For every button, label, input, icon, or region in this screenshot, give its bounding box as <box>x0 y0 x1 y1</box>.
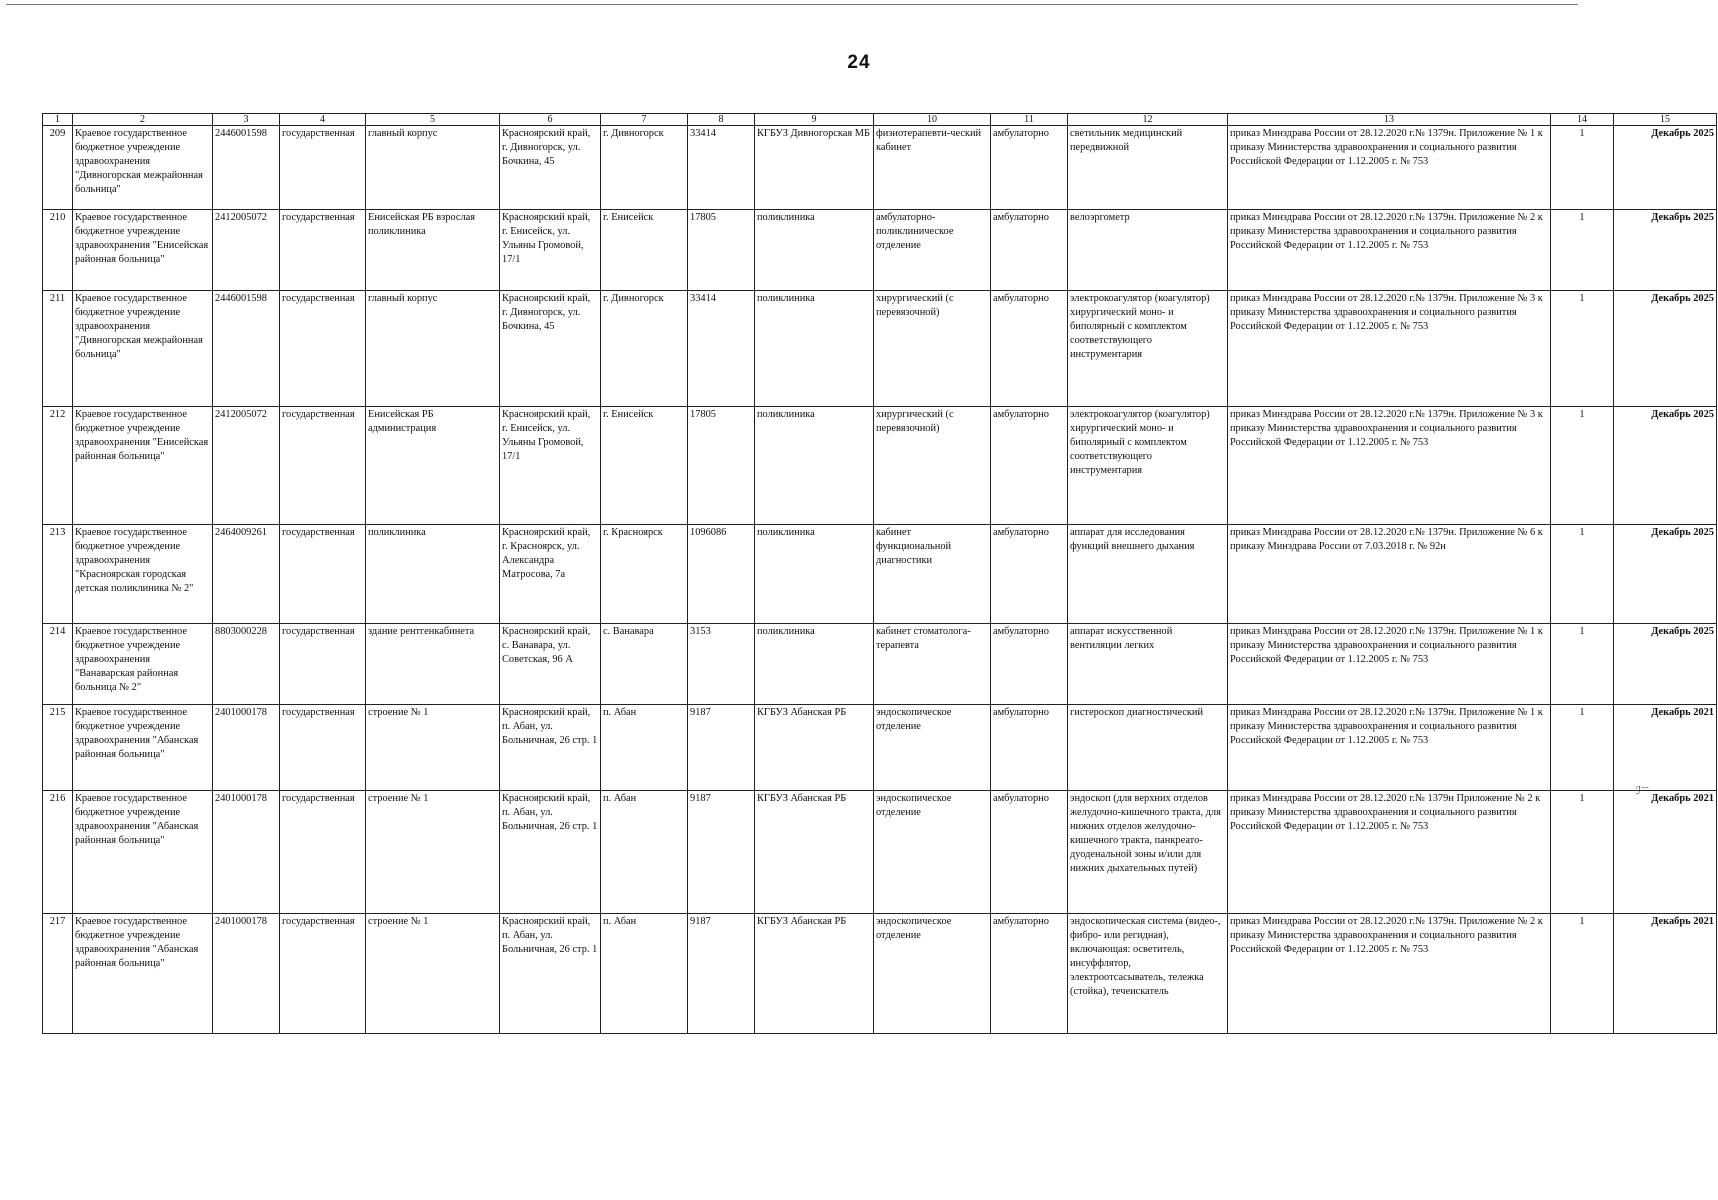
table-cell-col-3: 2401000178 <box>213 791 280 914</box>
table-row <box>43 791 1717 914</box>
table-cell-col-7: п. Абан <box>601 705 688 791</box>
table-cell-col-8: 33414 <box>688 291 755 407</box>
table-cell-col-8: 9187 <box>688 705 755 791</box>
table-cell-col-2: Краевое государственное бюджетное учреждение здравоохранения "Абанская районная больница" <box>73 791 213 914</box>
table-cell-col-4: государственная <box>280 210 366 291</box>
table-cell-col-5: Енисейская РБ взрослая поликлиника <box>366 210 500 291</box>
column-header-7: 7 <box>601 114 688 126</box>
table-cell-col-9: поликлиника <box>755 210 874 291</box>
table-row <box>43 210 1717 291</box>
table-cell-col-7: г. Красноярск <box>601 525 688 624</box>
table-cell-col-15: Декабрь 2025 <box>1614 624 1717 705</box>
table-cell-col-2: Краевое государственное бюджетное учреждение здравоохранения "Ванаварская районная больница № 2" <box>73 624 213 705</box>
table-cell-col-13: приказ Минздрава России от 28.12.2020 г.№ 1379н. Приложение № 1 к приказу Министерства здравоохранения и социального развития Российской Федерации от 1.12.2005 г. № 753 <box>1228 624 1551 705</box>
table-cell-col-12: эндоскоп (для верхних отделов желудочно-кишечного тракта, для нижних отделов желудочно-кишечного тракта, панкреато-дуоденальной зоны и/или для нижних дыхательных путей) <box>1068 791 1228 914</box>
table-cell-col-9: поликлиника <box>755 624 874 705</box>
table-cell-col-14: 1 <box>1551 126 1614 210</box>
table-cell-col-10: эндоскопическое отделение <box>874 914 991 1034</box>
table-cell-col-9: поликлиника <box>755 291 874 407</box>
table-cell-col-11: амбулаторно <box>991 791 1068 914</box>
table-row <box>43 291 1717 407</box>
page-number: 24 <box>847 52 871 73</box>
table-cell-col-15: Декабрь 2025 <box>1614 210 1717 291</box>
table-cell-col-10: эндоскопическое отделение <box>874 791 991 914</box>
table-cell-col-13: приказ Минздрава России от 28.12.2020 г.№ 1379н Приложение № 2 к приказу Министерства здравоохранения и социального развития Российской Федерации от 1.12.2005 г. № 753 <box>1228 791 1551 914</box>
table-cell-col-11: амбулаторно <box>991 525 1068 624</box>
table-cell-col-14: 1 <box>1551 291 1614 407</box>
table-cell-col-12: аппарат искусственной вентиляции легких <box>1068 624 1228 705</box>
table-cell-col-12: эндоскопическая система (видео-, фибро- или регидная), включающая: осветитель, инсуффлятор, электроотсасыватель, тележка (стойка), течеискатель <box>1068 914 1228 1034</box>
table-cell-col-9: поликлиника <box>755 525 874 624</box>
table-cell-col-2: Краевое государственное бюджетное учреждение здравоохранения "Абанская районная больница" <box>73 705 213 791</box>
table-cell-col-7: г. Енисейск <box>601 210 688 291</box>
table-cell-col-7: п. Абан <box>601 914 688 1034</box>
column-header-3: 3 <box>213 114 280 126</box>
table-cell-col-3: 2401000178 <box>213 705 280 791</box>
table-cell-col-13: приказ Минздрава России от 28.12.2020 г.№ 1379н. Приложение № 6 к приказу Минздрава России от 7.03.2018 г. № 92н <box>1228 525 1551 624</box>
table-cell-col-13: приказ Минздрава России от 28.12.2020 г.№ 1379н. Приложение № 3 к приказу Министерства здравоохранения и социального развития Российской Федерации от 1.12.2005 г. № 753 <box>1228 291 1551 407</box>
table-cell-col-1: 210 <box>43 210 73 291</box>
table-cell-col-1: 213 <box>43 525 73 624</box>
table-row <box>43 705 1717 791</box>
header-row <box>43 114 1717 126</box>
table-cell-col-8: 17805 <box>688 210 755 291</box>
table-cell-col-14: 1 <box>1551 705 1614 791</box>
table-cell-col-12: велоэргометр <box>1068 210 1228 291</box>
column-header-5: 5 <box>366 114 500 126</box>
table-cell-col-4: государственная <box>280 407 366 525</box>
table-cell-col-10: кабинет стоматолога-терапевта <box>874 624 991 705</box>
table-cell-col-5: строение № 1 <box>366 791 500 914</box>
table-cell-col-2: Краевое государственное бюджетное учреждение здравоохранения "Дивногорская межрайонная больница" <box>73 291 213 407</box>
table-cell-col-11: амбулаторно <box>991 126 1068 210</box>
table-cell-col-8: 9187 <box>688 914 755 1034</box>
table-header <box>43 114 1717 126</box>
table-cell-col-15: Декабрь 2021 <box>1614 791 1717 914</box>
table-cell-col-1: 211 <box>43 291 73 407</box>
table-cell-col-5: здание рентгенкабинета <box>366 624 500 705</box>
table-cell-col-13: приказ Минздрава России от 28.12.2020 г.№ 1379н. Приложение № 1 к приказу Министерства здравоохранения и социального развития Российской Федерации от 1.12.2005 г. № 753 <box>1228 126 1551 210</box>
table-cell-col-15: Декабрь 2025 <box>1614 525 1717 624</box>
table-cell-col-3: 2464009261 <box>213 525 280 624</box>
table-cell-col-10: хирургический (с перевязочной) <box>874 291 991 407</box>
table-cell-col-3: 2412005072 <box>213 210 280 291</box>
table-cell-col-12: светильник медицинский передвижной <box>1068 126 1228 210</box>
table-cell-col-10: хирургический (с перевязочной) <box>874 407 991 525</box>
table-cell-col-1: 217 <box>43 914 73 1034</box>
table-cell-col-4: государственная <box>280 624 366 705</box>
table-cell-col-15: Декабрь 2025 <box>1614 126 1717 210</box>
table-cell-col-14: 1 <box>1551 525 1614 624</box>
table-cell-col-5: главный корпус <box>366 291 500 407</box>
table-cell-col-7: г. Енисейск <box>601 407 688 525</box>
column-header-13: 13 <box>1228 114 1551 126</box>
table-cell-col-4: государственная <box>280 126 366 210</box>
table-cell-col-6: Красноярский край, г. Красноярск, ул. Александра Матросова, 7а <box>500 525 601 624</box>
table-cell-col-6: Красноярский край, п. Абан, ул. Больничная, 26 стр. 1 <box>500 705 601 791</box>
table-cell-col-4: государственная <box>280 791 366 914</box>
table-cell-col-6: Красноярский край, г. Енисейск, ул. Ульяны Громовой, 17/1 <box>500 407 601 525</box>
table-cell-col-9: КГБУЗ Абанская РБ <box>755 705 874 791</box>
table-cell-col-11: амбулаторно <box>991 291 1068 407</box>
table-cell-col-9: КГБУЗ Абанская РБ <box>755 914 874 1034</box>
column-header-8: 8 <box>688 114 755 126</box>
column-header-4: 4 <box>280 114 366 126</box>
table-cell-col-5: строение № 1 <box>366 705 500 791</box>
table-cell-col-12: электрокоагулятор (коагулятор) хирургический моно- и биполярный с комплектом соответствующего инструментария <box>1068 407 1228 525</box>
table-cell-col-7: г. Дивногорск <box>601 291 688 407</box>
table-cell-col-4: государственная <box>280 291 366 407</box>
table-cell-col-9: КГБУЗ Дивногорская МБ <box>755 126 874 210</box>
table-row <box>43 525 1717 624</box>
table-cell-col-3: 2446001598 <box>213 291 280 407</box>
table-cell-col-1: 209 <box>43 126 73 210</box>
table-cell-col-8: 1096086 <box>688 525 755 624</box>
table-cell-col-8: 3153 <box>688 624 755 705</box>
table-cell-col-3: 2401000178 <box>213 914 280 1034</box>
table-cell-col-13: приказ Минздрава России от 28.12.2020 г.№ 1379н. Приложение № 3 к приказу Министерства здравоохранения и социального развития Российской Федерации от 1.12.2005 г. № 753 <box>1228 407 1551 525</box>
column-header-11: 11 <box>991 114 1068 126</box>
table-cell-col-2: Краевое государственное бюджетное учреждение здравоохранения "Дивногорская межрайонная больница" <box>73 126 213 210</box>
table-cell-col-5: Енисейская РБ администрация <box>366 407 500 525</box>
table-cell-col-2: Краевое государственное бюджетное учреждение здравоохранения "Абанская районная больница" <box>73 914 213 1034</box>
column-header-10: 10 <box>874 114 991 126</box>
column-header-15: 15 <box>1614 114 1717 126</box>
top-rule <box>6 4 1578 5</box>
table-cell-col-12: аппарат для исследования функций внешнего дыхания <box>1068 525 1228 624</box>
table-cell-col-5: поликлиника <box>366 525 500 624</box>
table-cell-col-14: 1 <box>1551 624 1614 705</box>
table-cell-col-2: Краевое государственное бюджетное учреждение здравоохранения "Енисейская районная больница" <box>73 407 213 525</box>
table-cell-col-5: главный корпус <box>366 126 500 210</box>
table-cell-col-13: приказ Минздрава России от 28.12.2020 г.№ 1379н. Приложение № 2 к приказу Министерства здравоохранения и социального развития Российской Федерации от 1.12.2005 г. № 753 <box>1228 210 1551 291</box>
scan-mark: ℐ˜˜ <box>1636 785 1649 797</box>
table-cell-col-11: амбулаторно <box>991 705 1068 791</box>
table-cell-col-8: 33414 <box>688 126 755 210</box>
table-row <box>43 914 1717 1034</box>
table-row <box>43 407 1717 525</box>
table-cell-col-13: приказ Минздрава России от 28.12.2020 г.№ 1379н. Приложение № 2 к приказу Министерства здравоохранения и социального развития Российской Федерации от 1.12.2005 г. № 753 <box>1228 914 1551 1034</box>
table-cell-col-10: эндоскопическое отделение <box>874 705 991 791</box>
table-cell-col-4: государственная <box>280 914 366 1034</box>
table-cell-col-10: физиотерапевти-ческий кабинет <box>874 126 991 210</box>
table-cell-col-1: 212 <box>43 407 73 525</box>
table-cell-col-13: приказ Минздрава России от 28.12.2020 г.№ 1379н. Приложение № 1 к приказу Министерства здравоохранения и социального развития Российской Федерации от 1.12.2005 г. № 753 <box>1228 705 1551 791</box>
table-cell-col-11: амбулаторно <box>991 914 1068 1034</box>
table-cell-col-6: Красноярский край, с. Ванавара, ул. Советская, 96 А <box>500 624 601 705</box>
table-cell-col-6: Красноярский край, г. Дивногорск, ул. Бочкина, 45 <box>500 291 601 407</box>
table-cell-col-8: 9187 <box>688 791 755 914</box>
table-cell-col-8: 17805 <box>688 407 755 525</box>
table-row <box>43 624 1717 705</box>
table-cell-col-11: амбулаторно <box>991 210 1068 291</box>
column-header-14: 14 <box>1551 114 1614 126</box>
table-cell-col-2: Краевое государственное бюджетное учреждение здравоохранения "Красноярская городская детская поликлиника № 2" <box>73 525 213 624</box>
table-cell-col-3: 2412005072 <box>213 407 280 525</box>
table-cell-col-6: Красноярский край, п. Абан, ул. Больничная, 26 стр. 1 <box>500 791 601 914</box>
table-cell-col-3: 2446001598 <box>213 126 280 210</box>
column-header-6: 6 <box>500 114 601 126</box>
table-cell-col-9: КГБУЗ Абанская РБ <box>755 791 874 914</box>
table-cell-col-7: п. Абан <box>601 791 688 914</box>
column-header-2: 2 <box>73 114 213 126</box>
table-cell-col-14: 1 <box>1551 914 1614 1034</box>
column-header-9: 9 <box>755 114 874 126</box>
table-cell-col-1: 215 <box>43 705 73 791</box>
table-cell-col-14: 1 <box>1551 210 1614 291</box>
table-cell-col-1: 214 <box>43 624 73 705</box>
table-cell-col-6: Красноярский край, г. Енисейск, ул. Ульяны Громовой, 17/1 <box>500 210 601 291</box>
table-cell-col-1: 216 <box>43 791 73 914</box>
table-cell-col-15: Декабрь 2025 <box>1614 291 1717 407</box>
table-cell-col-12: электрокоагулятор (коагулятор) хирургический моно- и биполярный с комплектом соответствующего инструментария <box>1068 291 1228 407</box>
table-cell-col-4: государственная <box>280 525 366 624</box>
column-header-12: 12 <box>1068 114 1228 126</box>
table-body <box>43 126 1717 1034</box>
table-cell-col-15: Декабрь 2025 <box>1614 407 1717 525</box>
table-cell-col-7: с. Ванавара <box>601 624 688 705</box>
table-cell-col-5: строение № 1 <box>366 914 500 1034</box>
table-cell-col-11: амбулаторно <box>991 624 1068 705</box>
table-cell-col-14: 1 <box>1551 407 1614 525</box>
table-cell-col-4: государственная <box>280 705 366 791</box>
column-header-1: 1 <box>43 114 73 126</box>
table-cell-col-7: г. Дивногорск <box>601 126 688 210</box>
table-cell-col-6: Красноярский край, п. Абан, ул. Больничная, 26 стр. 1 <box>500 914 601 1034</box>
table-cell-col-10: кабинет функциональной диагностики <box>874 525 991 624</box>
table-cell-col-12: гистероскоп диагностический <box>1068 705 1228 791</box>
table-cell-col-10: амбулаторно-поликлиническое отделение <box>874 210 991 291</box>
table-cell-col-9: поликлиника <box>755 407 874 525</box>
table-cell-col-3: 8803000228 <box>213 624 280 705</box>
table-cell-col-6: Красноярский край, г. Дивногорск, ул. Бочкина, 45 <box>500 126 601 210</box>
table-cell-col-15: Декабрь 2021 <box>1614 914 1717 1034</box>
table-cell-col-11: амбулаторно <box>991 407 1068 525</box>
table-cell-col-14: 1 <box>1551 791 1614 914</box>
table-cell-col-15: Декабрь 2021 <box>1614 705 1717 791</box>
equipment-table <box>42 113 1717 1034</box>
table-row <box>43 126 1717 210</box>
table-cell-col-2: Краевое государственное бюджетное учреждение здравоохранения "Енисейская районная больница" <box>73 210 213 291</box>
